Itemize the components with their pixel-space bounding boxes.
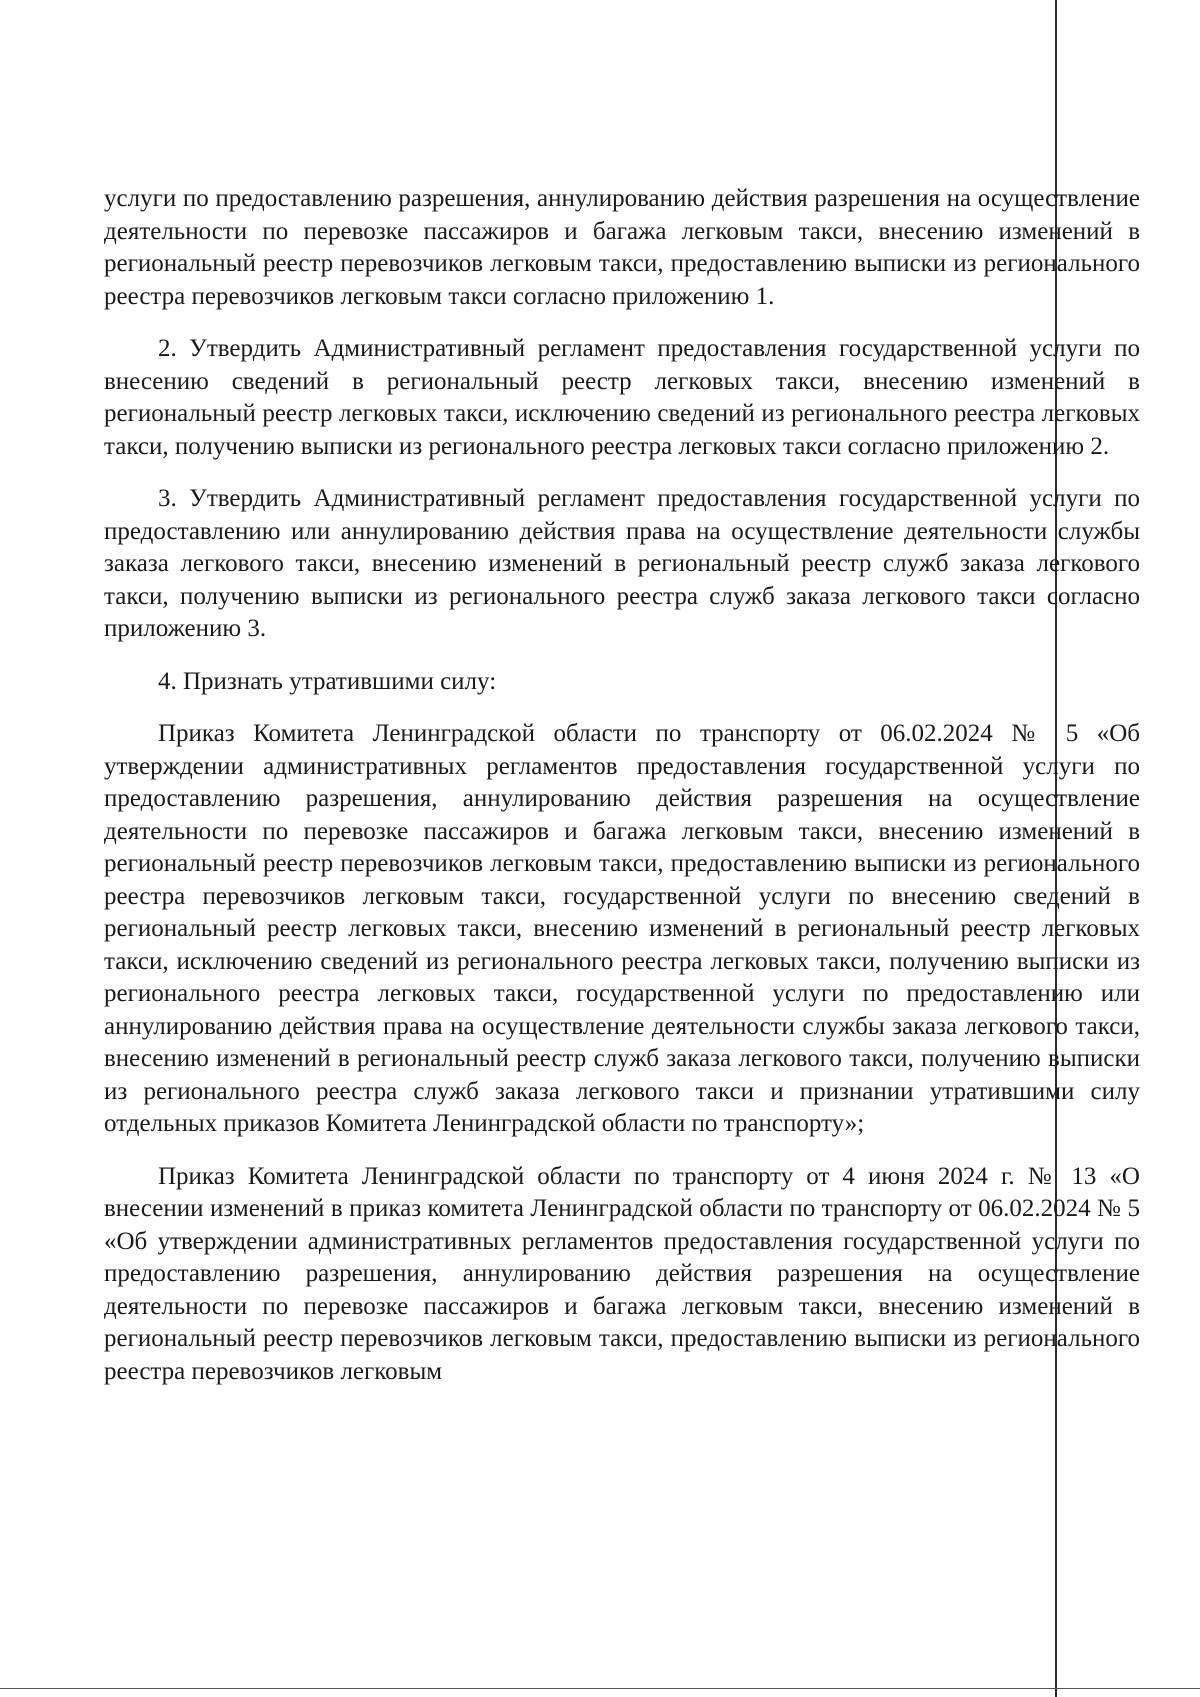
paragraph-continuation: услуги по предоставлению разрешения, аннулированию действия разрешения на осуществление деятельности по перевозке пассажиров и багажа легковым такси, внесению изменений в региональный реестр перевозчиков легковым такси, предоставлению выписки из регионального реестра перевозчиков легковым такси согласно приложению 1.: [104, 185, 1140, 310]
paragraph-order-13: Приказ Комитета Ленинградской области по транспорту от 4 июня 2024 г. № 13 «О внесении изменений в приказ комитета Ленинградской области по транспорту от 06.02.2024 № 5 «Об утверждении административных регламентов предоставления государственной услуги по предоставлению разрешения, аннулированию действия разрешения на осуществление деятельности по перевозке пассажиров и багажа легковым такси, внесению изменений в региональный реестр перевозчиков легковым такси, предоставлению выписки из регионального реестра перевозчиков легковым: [104, 1162, 1140, 1385]
paragraph-item-3: 3. Утвердить Административный регламент предоставления государственной услуги по предоставлению или аннулированию действия права на осуществление деятельности службы заказа легкового такси, внесению изменений в региональный реестр служб заказа легкового такси, получению выписки из регионального реестра служб заказа легкового такси согласно приложению 3.: [104, 485, 1140, 642]
scan-bottom-edge: [0, 1688, 1200, 1689]
document-body: [104, 183, 1140, 1388]
paragraph-item-2: 2. Утвердить Административный регламент предоставления государственной услуги по внесению сведений в региональный реестр легковых такси, внесению изменений в региональный реестр легковых такси, исключению сведений из регионального реестра легковых такси, получению выписки из регионального реестра легковых такси согласно приложению 2.: [104, 335, 1140, 460]
paragraph-order-5: Приказ Комитета Ленинградской области по транспорту от 06.02.2024 № 5 «Об утверждении административных регламентов предоставления государственной услуги по предоставлению разрешения, аннулированию действия разрешения на осуществление деятельности по перевозке пассажиров и багажа легковым такси, внесению изменений в региональный реестр перевозчиков легковым такси, предоставлению выписки из регионального реестра перевозчиков легковым такси, государственной услуги по внесению сведений в региональный реестр легковых такси, внесению изменений в региональный реестр легковых такси, исключению сведений из регионального реестра легковых такси, получению выписки из регионального реестра легковых такси, государственной услуги по предоставлению или аннулированию действия права на осуществление деятельности службы заказа легкового такси, внесению изменений в региональный реестр служб заказа легкового такси, получению выписки из регионального реестра служб заказа легкового такси и признании утратившими силу отдельных приказов Комитета Ленинградской области по транспорту»;: [104, 720, 1140, 1137]
paragraph-item-4: 4. Признать утратившими силу:: [158, 667, 497, 695]
